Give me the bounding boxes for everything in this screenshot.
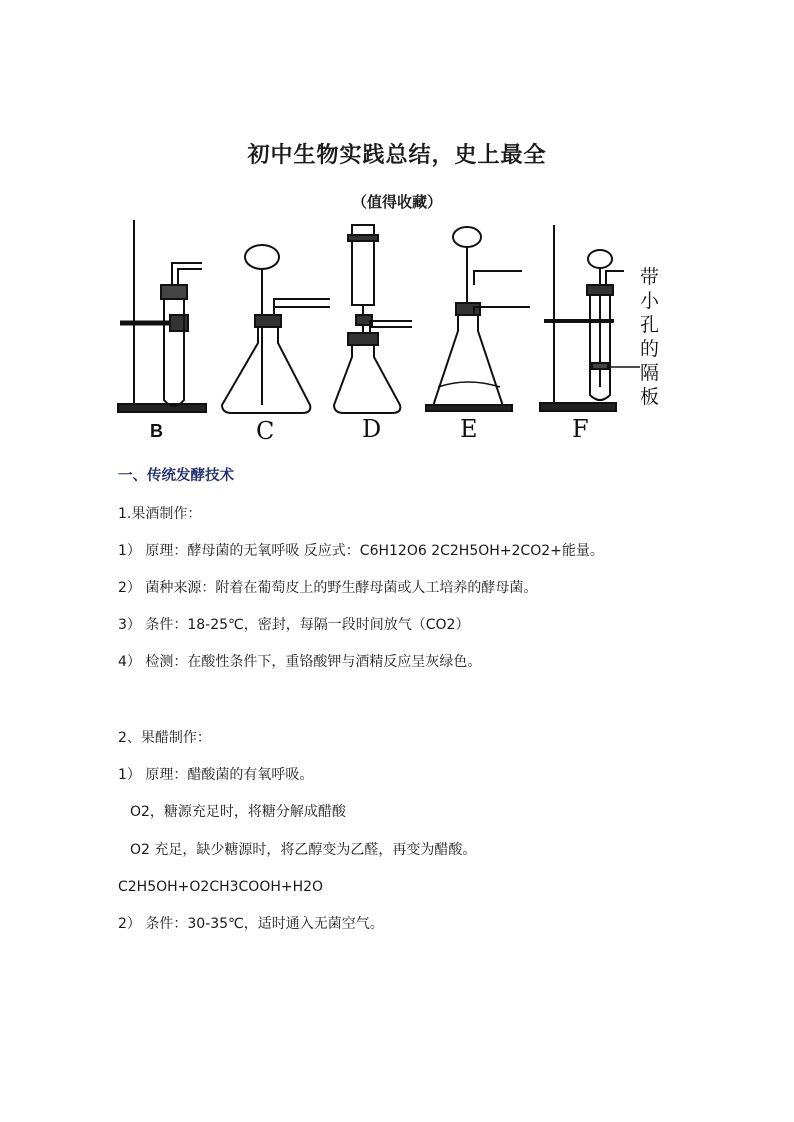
- wine-strain-source: 2） 菌种来源：附着在葡萄皮上的野生酵母菌或人工培养的酵母菌。: [118, 580, 538, 596]
- svg-text:小: 小: [640, 290, 660, 312]
- svg-text:的: 的: [640, 338, 660, 360]
- apparatus-diagram: [112, 215, 672, 450]
- section-heading: 一、传统发酵技术: [118, 468, 234, 484]
- wine-detection: 4） 检测：在酸性条件下，重铬酸钾与酒精反应呈灰绿色。: [118, 654, 482, 670]
- vinegar-sugar-poor: O2 充足，缺少糖源时，将乙醇变为乙醛，再变为醋酸。: [130, 842, 477, 858]
- label-f: F: [572, 415, 589, 443]
- page-subtitle: （值得收藏）: [351, 193, 442, 211]
- label-b: B: [150, 421, 163, 441]
- label-e: E: [460, 415, 478, 443]
- apparatus-b: [118, 220, 206, 441]
- vinegar-principle: 1） 原理：醋酸菌的有氧呼吸。: [118, 767, 314, 783]
- label-c: C: [256, 417, 275, 445]
- label-d: D: [362, 415, 382, 443]
- vinegar-sugar-rich: O2，糖源充足时，将糖分解成醋酸: [130, 804, 346, 820]
- vinegar-equation: C2H5OH+O2CH3COOH+H2O: [118, 879, 324, 895]
- apparatus-c: [222, 245, 330, 445]
- apparatus-e: [426, 227, 530, 443]
- vinegar-conditions: 2） 条件：30-35℃，适时通入无菌空气。: [118, 916, 384, 932]
- svg-text:板: 板: [640, 386, 660, 408]
- apparatus-f: [540, 225, 660, 443]
- wine-principle: 1） 原理：酵母菌的无氧呼吸 反应式：C6H12O6 2C2H5OH+2CO2+能量。: [118, 543, 604, 559]
- svg-text:隔: 隔: [640, 362, 660, 384]
- subsection-vinegar-title: 2、果醋制作：: [118, 730, 211, 746]
- page-title: 初中生物实践总结，史上最全: [247, 143, 547, 168]
- wine-conditions: 3） 条件：18-25℃，密封，每隔一段时间放气（CO2）: [118, 617, 470, 633]
- apparatus-figure: [112, 215, 672, 450]
- subsection-wine-title: 1.果酒制作：: [118, 506, 202, 522]
- svg-text:孔: 孔: [640, 314, 660, 336]
- svg-text:带: 带: [640, 266, 660, 288]
- apparatus-d: [334, 225, 412, 443]
- perforated-plate-note: [640, 266, 660, 408]
